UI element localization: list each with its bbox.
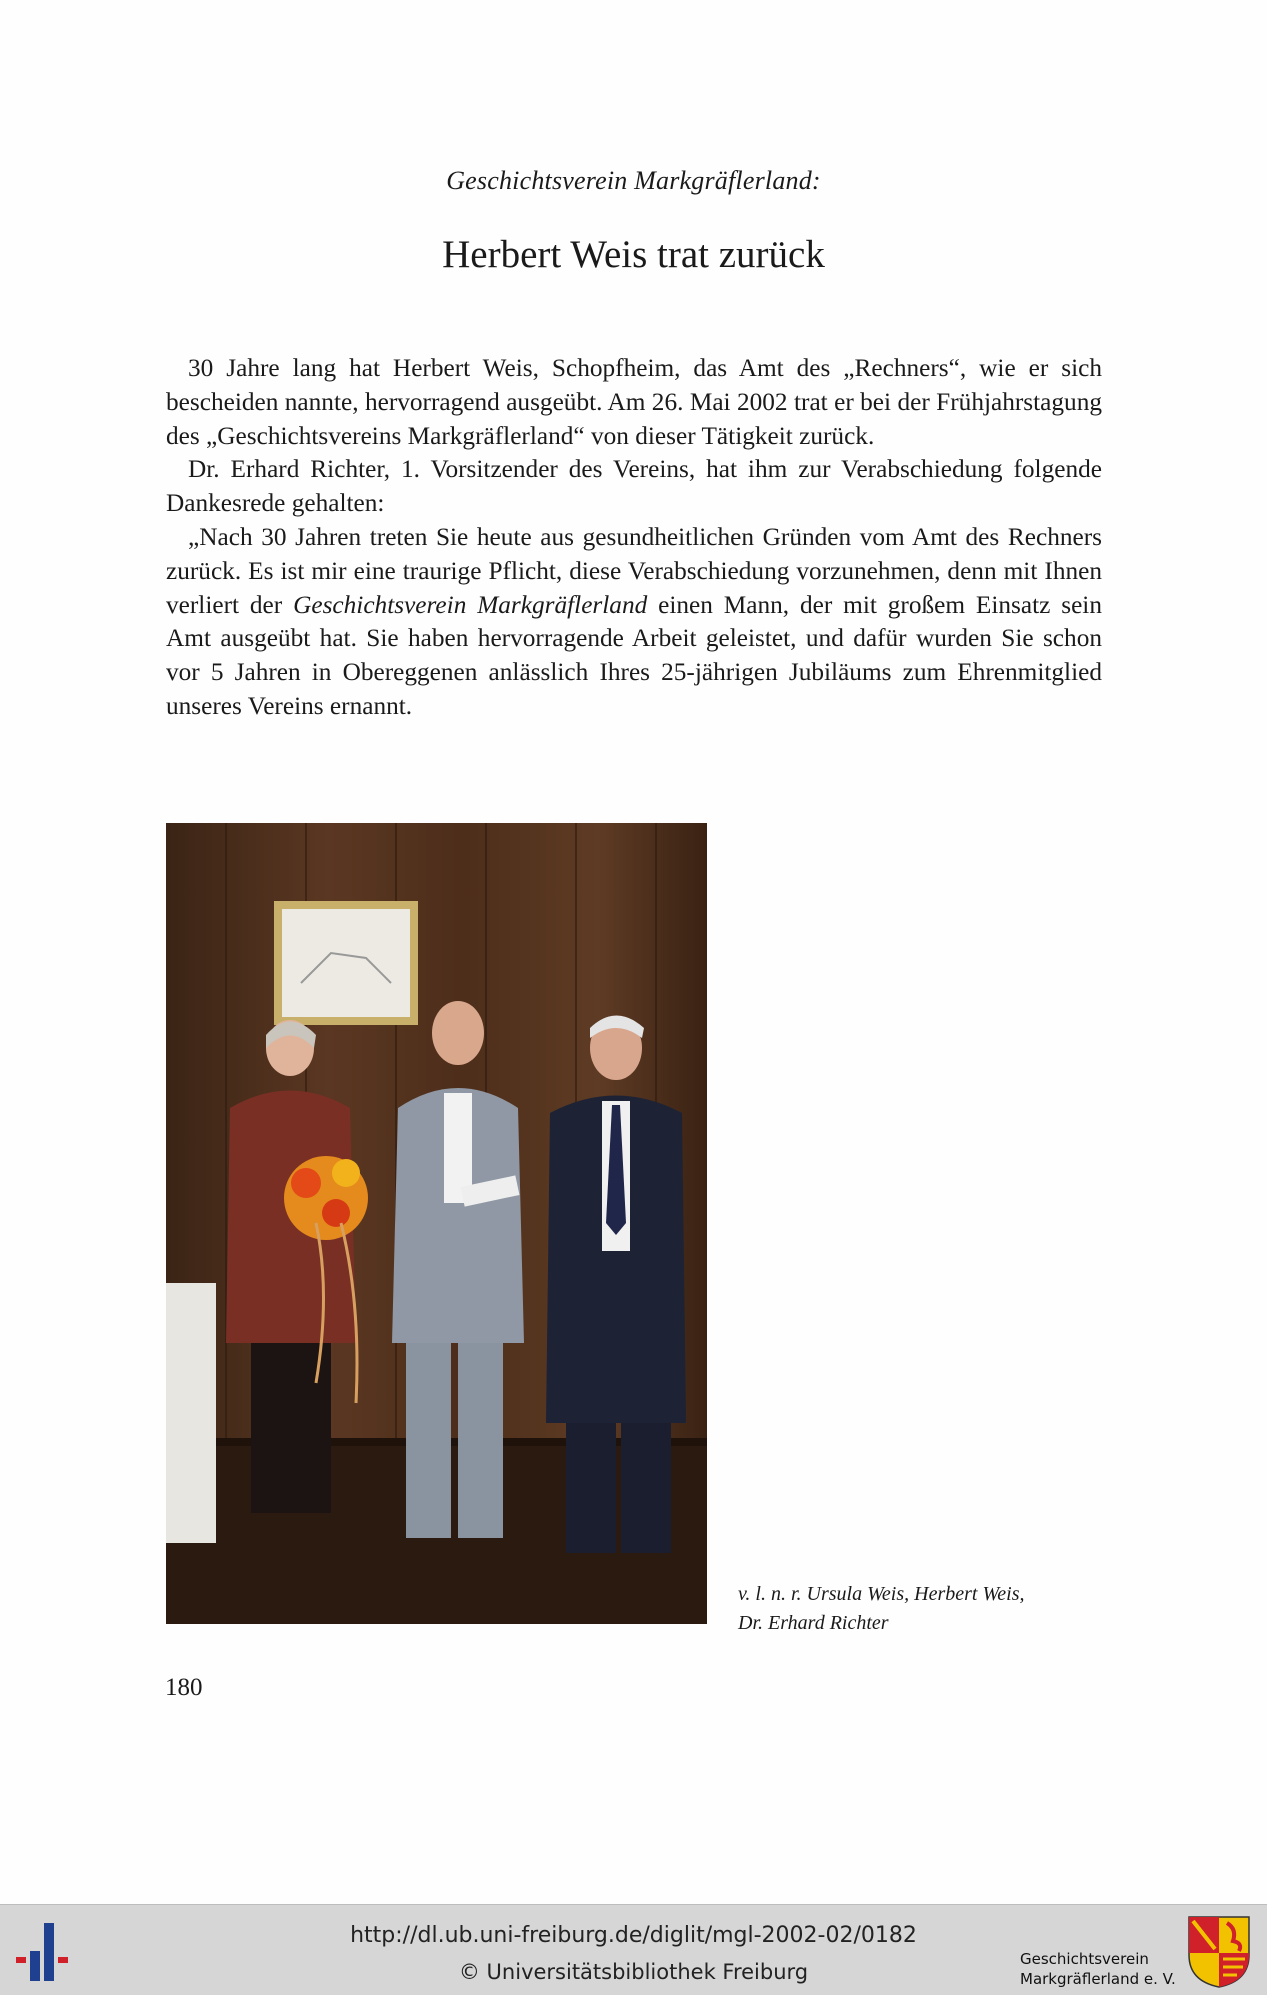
society-crest-icon xyxy=(1187,1915,1251,1989)
article-title: Herbert Weis trat zurück xyxy=(442,233,825,276)
paragraph-1: 30 Jahre lang hat Herbert Weis, Schopfheim, das Amt des „Rechners“, wie er sich bescheiden nannte, hervorragend ausgeübt. Am 26. Mai 2002 trat er bei der Frühjahrstagung des „Geschichtsvereins Markgräflerland“ von dieser Tätigkeit zurück. xyxy=(166,354,1102,450)
paragraph-3-italic: Geschichtsverein Markgräflerland xyxy=(293,590,648,619)
article-body xyxy=(166,352,1102,724)
paragraph-3 xyxy=(166,521,1102,724)
society-name xyxy=(1020,1949,1176,1989)
footer-bar xyxy=(0,1904,1267,1995)
society-name-line-1: Geschichtsverein xyxy=(1020,1950,1149,1968)
photo-illustration xyxy=(166,823,707,1624)
paragraph-2: Dr. Erhard Richter, 1. Vorsitzender des Vereins, hat ihm zur Verabschiedung folgende Dankesrede gehalten: xyxy=(166,455,1102,518)
article-kicker: Geschichtsverein Markgräflerland: xyxy=(446,166,821,195)
paragraph-3-start: „Nach 30 Jahren treten Sie heute aus gesundheitlichen Gründen vom Amt des Rechners zurück. Es ist mir eine traurige Pflicht, diese Verabschiedung vorzunehmen, denn mit Ihnen verliert der xyxy=(166,522,1102,619)
paragraph-3-end: einen Mann, der mit großem Einsatz sein Amt ausgeübt hat. Sie haben hervorragende Arbeit geleistet, und dafür wurden Sie schon vor 5 Jahren in Obereggenen anlässlich Ihres 25-jährigen Jubiläums zum Ehrenmitglied unseres Vereins ernannt. xyxy=(166,590,1102,720)
photo-group xyxy=(166,823,707,1624)
caption-line-1: v. l. n. r. Ursula Weis, Herbert Weis, xyxy=(738,1583,1025,1605)
source-url-link[interactable]: http://dl.ub.uni-freiburg.de/diglit/mgl-2002-02/0182 xyxy=(350,1923,917,1948)
caption-line-2: Dr. Erhard Richter xyxy=(738,1612,889,1634)
society-name-line-2: Markgräflerland e. V. xyxy=(1020,1970,1176,1988)
copyright-text: © Universitätsbibliothek Freiburg xyxy=(458,1960,809,1984)
photo-caption xyxy=(738,1580,1098,1638)
page-number: 180 xyxy=(165,1674,203,1701)
